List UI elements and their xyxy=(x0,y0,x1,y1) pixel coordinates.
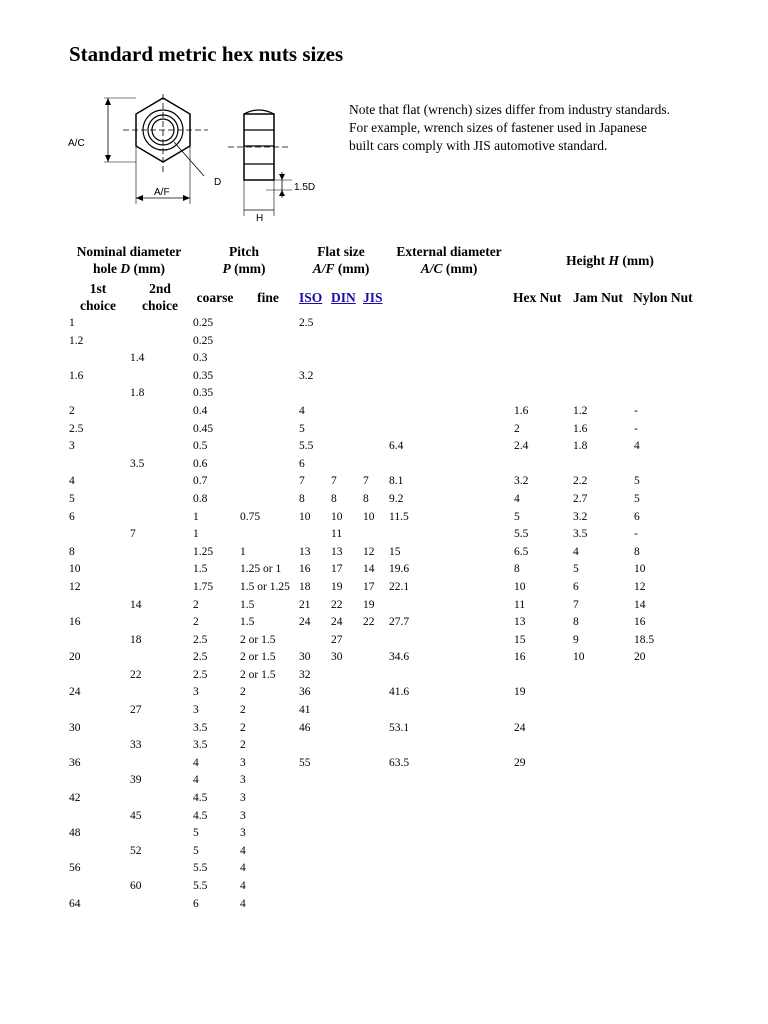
header-din-link[interactable]: DIN xyxy=(331,290,356,305)
table-row xyxy=(0,421,768,439)
cell-coarse-pitch: 2.5 xyxy=(193,633,208,646)
cell-coarse-pitch: 2 xyxy=(193,598,199,611)
cell-hex-nut-height: 2 xyxy=(514,422,520,435)
nut-size-table xyxy=(0,315,768,913)
thread-length-label: 1.5D xyxy=(294,182,316,193)
table-row xyxy=(0,720,768,738)
header-hex-nut: Hex Nut xyxy=(513,290,562,305)
cell-iso-flat: 4 xyxy=(299,404,305,417)
cell-nylon-nut-height: 5 xyxy=(634,475,640,488)
cell-hex-nut-height: 5.5 xyxy=(514,528,529,541)
cell-iso-flat: 46 xyxy=(299,721,311,734)
cell-first-choice: 48 xyxy=(69,827,81,840)
cell-external-diameter: 19.6 xyxy=(389,563,410,576)
cell-second-choice: 45 xyxy=(130,809,142,822)
cell-fine-pitch: 2 xyxy=(240,721,246,734)
cell-coarse-pitch: 0.35 xyxy=(193,369,214,382)
cell-iso-flat: 8 xyxy=(299,492,305,505)
cell-external-diameter: 11.5 xyxy=(389,510,409,523)
cell-second-choice: 3.5 xyxy=(130,457,145,470)
cell-second-choice: 1.4 xyxy=(130,352,145,365)
cell-nylon-nut-height: 5 xyxy=(634,492,640,505)
cell-external-diameter: 34.6 xyxy=(389,651,410,664)
cell-second-choice: 7 xyxy=(130,528,136,541)
cell-coarse-pitch: 5.5 xyxy=(193,862,208,875)
table-row xyxy=(0,597,768,615)
cell-fine-pitch: 2 or 1.5 xyxy=(240,633,276,646)
cell-iso-flat: 5 xyxy=(299,422,305,435)
cell-coarse-pitch: 4 xyxy=(193,756,199,769)
cell-fine-pitch: 2 xyxy=(240,686,246,699)
cell-iso-flat: 6 xyxy=(299,457,305,470)
cell-jam-nut-height: 1.8 xyxy=(573,440,588,453)
table-row xyxy=(0,526,768,544)
cell-coarse-pitch: 4.5 xyxy=(193,809,208,822)
cell-external-diameter: 22.1 xyxy=(389,580,410,593)
cell-second-choice: 1.8 xyxy=(130,387,145,400)
cell-din-flat: 24 xyxy=(331,616,343,629)
table-row xyxy=(0,456,768,474)
cell-first-choice: 1.6 xyxy=(69,369,84,382)
cell-hex-nut-height: 13 xyxy=(514,616,526,629)
cell-coarse-pitch: 5 xyxy=(193,827,199,840)
note-line: built cars comply with JIS automotive standard. xyxy=(349,138,608,153)
cell-hex-nut-height: 24 xyxy=(514,721,526,734)
cell-coarse-pitch: 0.7 xyxy=(193,475,208,488)
cell-hex-nut-height: 19 xyxy=(514,686,526,699)
table-row xyxy=(0,843,768,861)
cell-first-choice: 2.5 xyxy=(69,422,84,435)
cell-coarse-pitch: 1.5 xyxy=(193,563,208,576)
cell-din-flat: 27 xyxy=(331,633,343,646)
cell-iso-flat: 5.5 xyxy=(299,440,314,453)
cell-coarse-pitch: 2.5 xyxy=(193,668,208,681)
cell-coarse-pitch: 0.3 xyxy=(193,352,208,365)
cell-first-choice: 10 xyxy=(69,563,81,576)
cell-fine-pitch: 1.5 or 1.25 xyxy=(240,580,290,593)
cell-first-choice: 56 xyxy=(69,862,81,875)
cell-din-flat: 22 xyxy=(331,598,343,611)
cell-external-diameter: 15 xyxy=(389,545,401,558)
cell-hex-nut-height: 15 xyxy=(514,633,526,646)
cell-iso-flat: 36 xyxy=(299,686,311,699)
cell-fine-pitch: 3 xyxy=(240,756,246,769)
cell-external-diameter: 41.6 xyxy=(389,686,410,699)
cell-fine-pitch: 4 xyxy=(240,897,246,910)
cell-fine-pitch: 1.5 xyxy=(240,598,255,611)
header-fine: fine xyxy=(257,290,279,305)
cell-fine-pitch: 3 xyxy=(240,827,246,840)
cell-coarse-pitch: 0.45 xyxy=(193,422,214,435)
cell-jam-nut-height: 1.6 xyxy=(573,422,588,435)
cell-coarse-pitch: 4 xyxy=(193,774,199,787)
table-row xyxy=(0,649,768,667)
cell-nylon-nut-height: 14 xyxy=(634,598,646,611)
table-row xyxy=(0,737,768,755)
cell-jis-flat: 12 xyxy=(363,545,375,558)
cell-nylon-nut-height: 12 xyxy=(634,580,646,593)
cell-fine-pitch: 4 xyxy=(240,844,246,857)
cell-jam-nut-height: 2.7 xyxy=(573,492,588,505)
cell-external-diameter: 63.5 xyxy=(389,756,410,769)
cell-second-choice: 33 xyxy=(130,739,142,752)
cell-jam-nut-height: 3.5 xyxy=(573,528,588,541)
d-label: D xyxy=(214,177,222,188)
cell-jam-nut-height: 1.2 xyxy=(573,404,588,417)
cell-nylon-nut-height: 18.5 xyxy=(634,633,655,646)
table-row xyxy=(0,684,768,702)
cell-nylon-nut-height: 6 xyxy=(634,510,640,523)
cell-first-choice: 1 xyxy=(69,317,75,329)
cell-first-choice: 20 xyxy=(69,651,81,664)
cell-coarse-pitch: 4.5 xyxy=(193,792,208,805)
cell-iso-flat: 7 xyxy=(299,475,305,488)
table-row xyxy=(0,772,768,790)
cell-fine-pitch: 3 xyxy=(240,792,246,805)
cell-hex-nut-height: 5 xyxy=(514,510,520,523)
cell-jam-nut-height: 2.2 xyxy=(573,475,588,488)
cell-coarse-pitch: 0.6 xyxy=(193,457,208,470)
af-label: A/F xyxy=(154,187,170,198)
cell-fine-pitch: 0.75 xyxy=(240,510,261,523)
cell-fine-pitch: 4 xyxy=(240,880,246,892)
cell-coarse-pitch: 6 xyxy=(193,897,199,910)
cell-external-diameter: 53.1 xyxy=(389,721,410,734)
cell-first-choice: 4 xyxy=(69,475,75,488)
cell-coarse-pitch: 3 xyxy=(193,686,199,699)
header-flat-size: Flat size A/F (mm) xyxy=(312,244,370,276)
cell-hex-nut-height: 4 xyxy=(514,492,520,505)
cell-jis-flat: 22 xyxy=(363,616,375,629)
cell-first-choice: 12 xyxy=(69,580,81,593)
table-row xyxy=(0,561,768,579)
cell-iso-flat: 16 xyxy=(299,563,311,576)
cell-jis-flat: 8 xyxy=(363,492,369,505)
cell-fine-pitch: 4 xyxy=(240,862,246,875)
cell-hex-nut-height: 8 xyxy=(514,563,520,576)
header-second-choice: 2nd choice xyxy=(142,281,178,313)
table-row xyxy=(0,350,768,368)
header-jam-nut: Jam Nut xyxy=(573,290,623,305)
cell-iso-flat: 13 xyxy=(299,545,311,558)
cell-coarse-pitch: 2.5 xyxy=(193,651,208,664)
cell-first-choice: 5 xyxy=(69,492,75,505)
cell-iso-flat: 18 xyxy=(299,580,311,593)
cell-second-choice: 39 xyxy=(130,774,142,787)
table-row xyxy=(0,544,768,562)
cell-first-choice: 6 xyxy=(69,510,75,523)
cell-first-choice: 1.2 xyxy=(69,334,84,347)
cell-nylon-nut-height: - xyxy=(634,528,638,541)
cell-coarse-pitch: 0.8 xyxy=(193,492,208,505)
table-row xyxy=(0,878,768,896)
cell-fine-pitch: 3 xyxy=(240,809,246,822)
table-row xyxy=(0,825,768,843)
cell-jam-nut-height: 10 xyxy=(573,651,585,664)
cell-external-diameter: 8.1 xyxy=(389,475,404,488)
cell-nylon-nut-height: - xyxy=(634,422,638,435)
header-external-diameter: External diameter A/C (mm) xyxy=(396,244,502,276)
cell-coarse-pitch: 1 xyxy=(193,528,199,541)
cell-din-flat: 10 xyxy=(331,510,343,523)
cell-jam-nut-height: 7 xyxy=(573,598,579,611)
cell-hex-nut-height: 6.5 xyxy=(514,545,529,558)
cell-first-choice: 30 xyxy=(69,721,81,734)
cell-fine-pitch: 1 xyxy=(240,545,246,558)
table-row xyxy=(0,368,768,386)
cell-second-choice: 60 xyxy=(130,880,142,892)
cell-coarse-pitch: 1.25 xyxy=(193,545,214,558)
cell-fine-pitch: 2 xyxy=(240,704,246,717)
cell-fine-pitch: 3 xyxy=(240,774,246,787)
cell-hex-nut-height: 16 xyxy=(514,651,526,664)
header-jis-link[interactable]: JIS xyxy=(363,290,383,305)
ac-label: A/C xyxy=(68,138,85,149)
table-row xyxy=(0,438,768,456)
cell-first-choice: 8 xyxy=(69,545,75,558)
cell-fine-pitch: 2 or 1.5 xyxy=(240,668,276,681)
cell-coarse-pitch: 1 xyxy=(193,510,199,523)
cell-coarse-pitch: 3.5 xyxy=(193,721,208,734)
header-pitch: Pitch P (mm) xyxy=(222,244,266,276)
cell-iso-flat: 30 xyxy=(299,651,311,664)
cell-iso-flat: 3.2 xyxy=(299,369,314,382)
table-row xyxy=(0,808,768,826)
cell-external-diameter: 6.4 xyxy=(389,440,404,453)
cell-hex-nut-height: 11 xyxy=(514,598,526,611)
cell-hex-nut-height: 10 xyxy=(514,580,526,593)
cell-jam-nut-height: 4 xyxy=(573,545,579,558)
hex-nut-diagram xyxy=(68,94,328,224)
cell-coarse-pitch: 2 xyxy=(193,616,199,629)
cell-jam-nut-height: 6 xyxy=(573,580,579,593)
cell-iso-flat: 10 xyxy=(299,510,311,523)
cell-first-choice: 3 xyxy=(69,440,75,453)
table-row xyxy=(0,333,768,351)
cell-first-choice: 16 xyxy=(69,616,81,629)
cell-external-diameter: 27.7 xyxy=(389,616,410,629)
cell-iso-flat: 2.5 xyxy=(299,317,314,329)
cell-second-choice: 14 xyxy=(130,598,142,611)
cell-hex-nut-height: 3.2 xyxy=(514,475,529,488)
note-line: Note that flat (wrench) sizes differ from industry standards. xyxy=(349,102,671,117)
cell-first-choice: 64 xyxy=(69,897,81,910)
cell-din-flat: 13 xyxy=(331,545,343,558)
cell-din-flat: 30 xyxy=(331,651,343,664)
cell-first-choice: 2 xyxy=(69,404,75,417)
cell-jis-flat: 19 xyxy=(363,598,375,611)
header-coarse: coarse xyxy=(196,290,234,305)
table-row xyxy=(0,579,768,597)
cell-nylon-nut-height: 4 xyxy=(634,440,640,453)
cell-fine-pitch: 2 or 1.5 xyxy=(240,651,276,664)
cell-nylon-nut-height: 8 xyxy=(634,545,640,558)
cell-external-diameter: 9.2 xyxy=(389,492,404,505)
table-row xyxy=(0,385,768,403)
cell-fine-pitch: 2 xyxy=(240,739,246,752)
cell-nylon-nut-height: - xyxy=(634,404,638,417)
cell-nylon-nut-height: 16 xyxy=(634,616,646,629)
table-row xyxy=(0,632,768,650)
table-row xyxy=(0,755,768,773)
cell-hex-nut-height: 2.4 xyxy=(514,440,529,453)
cell-iso-flat: 32 xyxy=(299,668,311,681)
cell-iso-flat: 41 xyxy=(299,704,311,717)
cell-fine-pitch: 1.5 xyxy=(240,616,255,629)
cell-first-choice: 24 xyxy=(69,686,81,699)
cell-second-choice: 27 xyxy=(130,704,142,717)
cell-jis-flat: 7 xyxy=(363,475,369,488)
cell-jam-nut-height: 3.2 xyxy=(573,510,588,523)
cell-nylon-nut-height: 20 xyxy=(634,651,646,664)
table-row xyxy=(0,790,768,808)
table-row xyxy=(0,667,768,685)
cell-iso-flat: 21 xyxy=(299,598,311,611)
header-height: Height H (mm) xyxy=(566,253,654,268)
cell-din-flat: 17 xyxy=(331,563,343,576)
cell-second-choice: 52 xyxy=(130,844,142,857)
cell-first-choice: 42 xyxy=(69,792,81,805)
cell-iso-flat: 55 xyxy=(299,756,311,769)
cell-hex-nut-height: 29 xyxy=(514,756,526,769)
cell-coarse-pitch: 0.4 xyxy=(193,404,208,417)
page-title: Standard metric hex nuts sizes xyxy=(69,42,344,66)
cell-second-choice: 22 xyxy=(130,668,142,681)
header-iso-link[interactable]: ISO xyxy=(299,290,323,305)
table-row xyxy=(0,614,768,632)
table-row xyxy=(0,491,768,509)
cell-coarse-pitch: 5 xyxy=(193,844,199,857)
cell-din-flat: 8 xyxy=(331,492,337,505)
wrench-size-note xyxy=(349,101,739,155)
cell-din-flat: 7 xyxy=(331,475,337,488)
table-row xyxy=(0,896,768,914)
table-row xyxy=(0,860,768,878)
cell-jam-nut-height: 9 xyxy=(573,633,579,646)
cell-coarse-pitch: 0.25 xyxy=(193,334,214,347)
cell-jam-nut-height: 5 xyxy=(573,563,579,576)
table-row xyxy=(0,315,768,333)
cell-fine-pitch: 1.25 or 1 xyxy=(240,563,282,576)
header-first-choice: 1st choice xyxy=(80,281,116,313)
note-line: For example, wrench sizes of fastener used in Japanese xyxy=(349,120,648,135)
cell-first-choice: 36 xyxy=(69,756,81,769)
table-row xyxy=(0,473,768,491)
cell-jis-flat: 10 xyxy=(363,510,375,523)
cell-iso-flat: 24 xyxy=(299,616,311,629)
cell-jam-nut-height: 8 xyxy=(573,616,579,629)
cell-coarse-pitch: 0.35 xyxy=(193,387,214,400)
cell-jis-flat: 17 xyxy=(363,580,375,593)
header-nominal-diameter: Nominal diameter hole D (mm) xyxy=(76,244,182,276)
h-label: H xyxy=(256,213,264,224)
cell-coarse-pitch: 5.5 xyxy=(193,880,208,892)
cell-coarse-pitch: 0.25 xyxy=(193,317,214,329)
cell-coarse-pitch: 0.5 xyxy=(193,440,208,453)
cell-coarse-pitch: 1.75 xyxy=(193,580,214,593)
cell-din-flat: 19 xyxy=(331,580,343,593)
table-row xyxy=(0,702,768,720)
cell-second-choice: 18 xyxy=(130,633,142,646)
table-row xyxy=(0,403,768,421)
cell-jis-flat: 14 xyxy=(363,563,375,576)
cell-nylon-nut-height: 10 xyxy=(634,563,646,576)
cell-coarse-pitch: 3 xyxy=(193,704,199,717)
cell-hex-nut-height: 1.6 xyxy=(514,404,529,417)
header-nylon-nut: Nylon Nut xyxy=(633,290,693,305)
cell-coarse-pitch: 3.5 xyxy=(193,739,208,752)
cell-din-flat: 11 xyxy=(331,528,343,541)
table-row xyxy=(0,509,768,527)
